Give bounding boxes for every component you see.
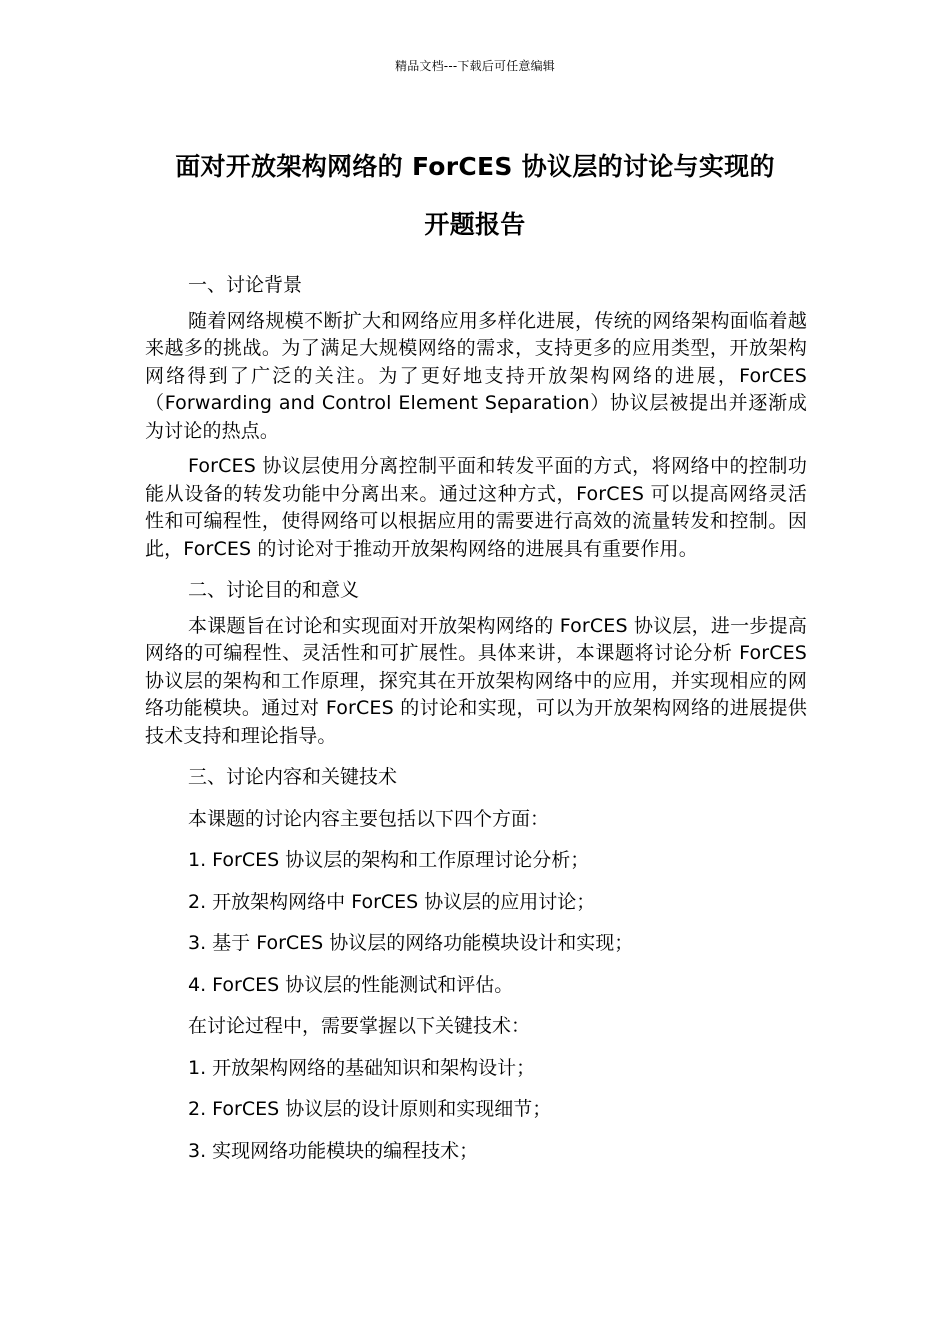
list-item-content-4: 4. ForCES 协议层的性能测试和评估。 [188, 973, 514, 996]
paragraph-content-intro: 本课题的讨论内容主要包括以下四个方面： [188, 807, 550, 830]
section-heading-content: 三、讨论内容和关键技术 [188, 766, 398, 788]
section-heading-purpose: 二、讨论目的和意义 [188, 579, 360, 601]
page-header: 精品文档---下载后可任意编辑 [395, 59, 555, 73]
paragraph-tech-intro: 在讨论过程中，需要掌握以下关键技术： [188, 1015, 531, 1037]
list-item-content-2: 2. 开放架构网络中 ForCES 协议层的应用讨论； [188, 890, 596, 913]
title-line-1: 面对开放架构网络的 ForCES 协议层的讨论与实现的 [175, 152, 775, 181]
title-line-2: 开题报告 [424, 210, 526, 239]
list-item-tech-3: 3. 实现网络功能模块的编程技术； [188, 1139, 479, 1162]
section-heading-background: 一、讨论背景 [188, 274, 303, 296]
document-title [140, 138, 810, 254]
list-item-tech-1: 1. 开放架构网络的基础知识和架构设计； [188, 1056, 536, 1079]
paragraph-purpose: 本课题旨在讨论和实现面对开放架构网络的 ForCES 协议层，进一步提高网络的可编程性、灵活性和可扩展性。具体来讲，本课题将讨论分析 ForCES 协议层的架构和工作原理，探究其在开放架构网络中的应用，并实现相应的网络功能模块。通过对 ForCES 的讨论和实现，可以为开放架构网络的进展提供技术支持和理论指导。 [145, 614, 807, 747]
paragraph-background-2: ForCES 协议层使用分离控制平面和转发平面的方式，将网络中的控制功能从设备的转发功能中分离出来。通过这种方式，ForCES 可以提高网络灵活性和可编程性，使得网络可以根据应用的需要进行高效的流量转发和控制。因此，ForCES 的讨论对于推动开放架构网络的进展具有重要作用。 [145, 455, 807, 560]
list-item-content-3: 3. 基于 ForCES 协议层的网络功能模块设计和实现； [188, 932, 634, 954]
paragraph-background-1: 随着网络规模不断扩大和网络应用多样化进展，传统的网络架构面临着越来越多的挑战。为了满足大规模网络的需求，支持更多的应用类型，开放架构网络得到了广泛的关注。为了更好地支持开放架构网络的进展，ForCES（Forwarding and Control Element Separation）协议层被提出并逐渐成为讨论的热点。 [145, 309, 807, 442]
list-item-content-1: 1. ForCES 协议层的架构和工作原理讨论分析； [188, 849, 590, 871]
document-body [145, 272, 807, 1165]
list-item-tech-2: 2. ForCES 协议层的设计原则和实现细节； [188, 1098, 552, 1120]
